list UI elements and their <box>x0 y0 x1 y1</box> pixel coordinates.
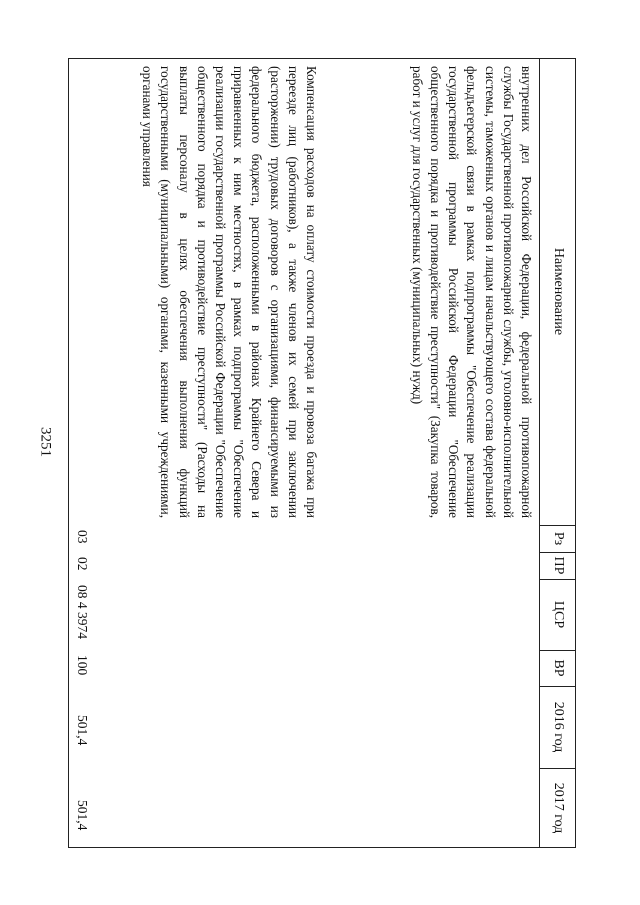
page-number: 3251 <box>37 427 54 457</box>
row-2-2016: 501,4 <box>75 715 90 746</box>
row-1-name: внутренних дел Российской Федерации, федеральной противопожарной службы Государственной противопожарной службы, уголовно-исполнительной системы, таможенных органов и лицам начальствующего состава федеральной фельдъегерской связи в рамках подпрограммы "Обеспечение реализации государственной программы Российской Федерации "Обеспечение общественного порядка и противодействие преступности" (Закупка товаров, работ и услуг для государственных (муниципальных) нужд) <box>409 66 534 518</box>
document-sheet <box>68 58 576 848</box>
row-2-2017: 501,4 <box>75 800 90 831</box>
header-vr: ВР <box>551 659 566 677</box>
header-2016: 2016 год <box>551 701 566 753</box>
header-name: Наименование <box>551 247 566 336</box>
header-csr: ЦСР <box>551 600 566 629</box>
row-2-pr: 02 <box>75 557 90 571</box>
header-pr: ПР <box>551 556 566 575</box>
row-2-rz: 03 <box>75 530 90 544</box>
header-rz: Рз <box>551 531 566 546</box>
budget-table <box>68 58 576 848</box>
row-2-vr: 100 <box>75 655 90 676</box>
header-2017: 2017 год <box>551 782 566 834</box>
row-2-name: Компенсация расходов на оплату стоимости проезда и провоза багажа при переезде лиц (работников), а также членов их семей при заключении (расторжении) трудовых договоров с организациями, финансируемыми из федерального бюджета, расположенными в районах Крайнего Севера и приравненных к ним местностях, в рамках подпрограммы "Обеспечение реализации государственной программы Российской Федерации "Обеспечение общественного порядка и противодействие преступности" (Расходы на выплаты персоналу в целях обеспечения выполнения функций государственными (муниципальными) органами, казенными учреждениями, органами управления <box>140 66 319 518</box>
row-2-csr: 08 4 3974 <box>75 585 90 639</box>
